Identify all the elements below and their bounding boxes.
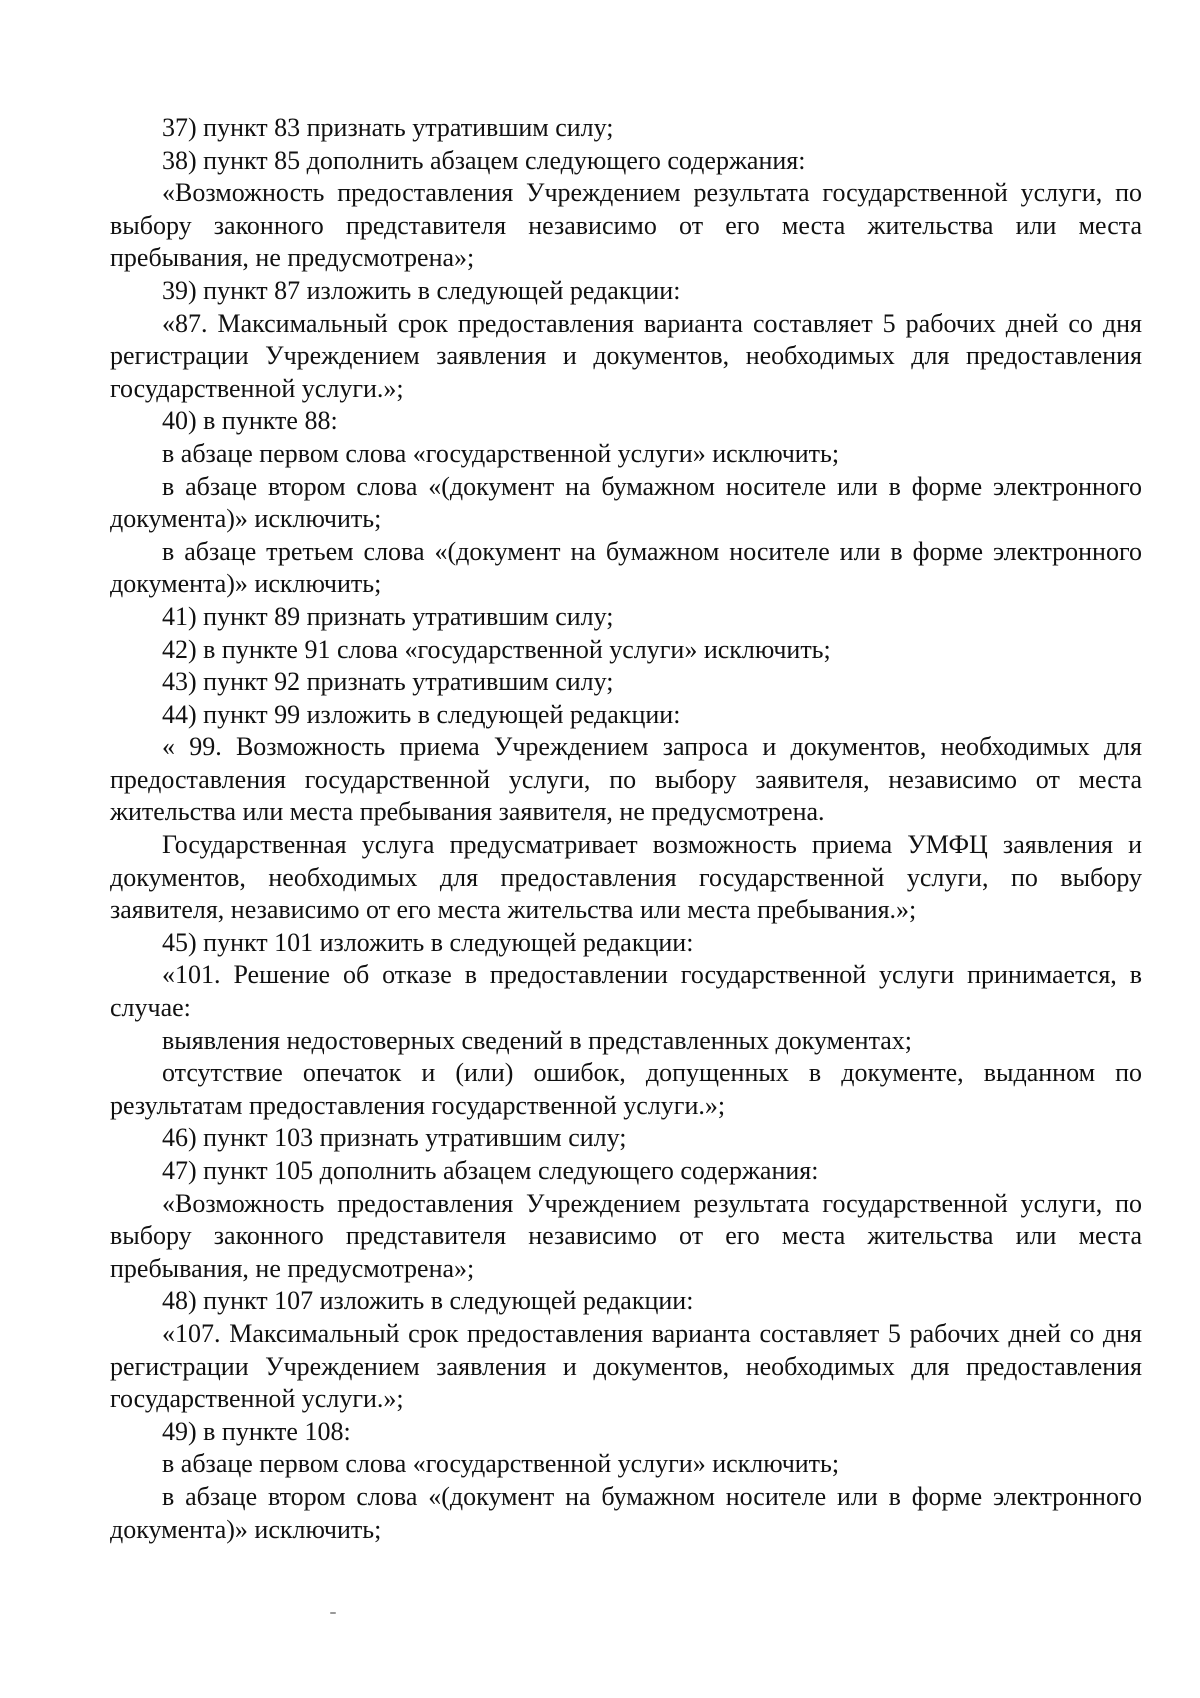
paragraph-45-quote: «101. Решение об отказе в предоставлении государственной услуги принимается, в случае: — [110, 960, 1142, 1023]
paragraph-40-first: в абзаце первом слова «государственной услуги» исключить; — [162, 438, 840, 468]
paragraph-43: 43) пункт 92 признать утратившим силу; — [162, 667, 614, 697]
paragraph-49: 49) в пункте 108: — [162, 1416, 351, 1446]
paragraph-49-second: в абзаце втором слова «(документ на бумажном носителе или в форме электронного документа)» исключить; — [110, 1481, 1142, 1544]
paragraph-48: 48) пункт 107 изложить в следующей редакции: — [162, 1286, 694, 1316]
paragraph-48-quote: «107. Максимальный срок предоставления варианта составляет 5 рабочих дней со дня регистрации Учреждением заявления и документов, необходимых для предоставления государственной услуги.»; — [110, 1318, 1142, 1414]
paragraph-44-quote: « 99. Возможность приема Учреждением запроса и документов, необходимых для предоставления государственной услуги, по выбору заявителя, независимо от места жительства или места пребывания заявителя, не предусмотрена. — [110, 732, 1142, 827]
paragraph-42: 42) в пункте 91 слова «государственной услуги» исключить; — [162, 634, 831, 664]
document-body — [110, 112, 1142, 1546]
paragraph-40: 40) в пункте 88: — [162, 406, 338, 436]
paragraph-46: 46) пункт 103 признать утратившим силу; — [162, 1123, 627, 1153]
paragraph-45-item-2: отсутствие опечаток и (или) ошибок, допущенных в документе, выданном по результатам предоставления государственной услуги.»; — [110, 1058, 1142, 1120]
paragraph-44-umfc: Государственная услуга предусматривает возможность приема УМФЦ заявления и документов, необходимых для предоставления государственной услуги, по выбору заявителя, независимо от его места жительства или места пребывания.»; — [110, 830, 1142, 925]
paragraph-45-item-1: выявления недостоверных сведений в представленных документах; — [162, 1025, 913, 1055]
paragraph-45: 45) пункт 101 изложить в следующей редакции: — [162, 927, 694, 957]
paragraph-47-quote: «Возможность предоставления Учреждением результата государственной услуги, по выбору законного представителя независимо от его места жительства или места пребывания, не предусмотрена»; — [110, 1188, 1142, 1283]
paragraph-40-second: в абзаце втором слова «(документ на бумажном носителе или в форме электронного документа)» исключить; — [110, 471, 1142, 534]
paragraph-38: 38) пункт 85 дополнить абзацем следующего содержания: — [162, 145, 806, 175]
paragraph-39: 39) пункт 87 изложить в следующей редакции: — [162, 275, 681, 305]
paragraph-38-quote: «Возможность предоставления Учреждением результата государственной услуги, по выбору законного представителя независимо от его места жительства или места пребывания, не предусмотрена»; — [110, 178, 1142, 273]
paragraph-39-quote: «87. Максимальный срок предоставления варианта составляет 5 рабочих дней со дня регистрации Учреждением заявления и документов, необходимых для предоставления государственной услуги.»; — [110, 308, 1142, 403]
paragraph-44: 44) пункт 99 изложить в следующей редакции: — [162, 699, 681, 729]
paragraph-49-first: в абзаце первом слова «государственной услуги» исключить; — [162, 1449, 840, 1479]
paragraph-37: 37) пункт 83 признать утратившим силу; — [162, 113, 614, 142]
scan-speck — [330, 1612, 336, 1614]
paragraph-40-third: в абзаце третьем слова «(документ на бумажном носителе или в форме электронного документа)» исключить; — [110, 536, 1142, 599]
paragraph-41: 41) пункт 89 признать утратившим силу; — [162, 601, 614, 631]
paragraph-47: 47) пункт 105 дополнить абзацем следующего содержания: — [162, 1156, 819, 1185]
